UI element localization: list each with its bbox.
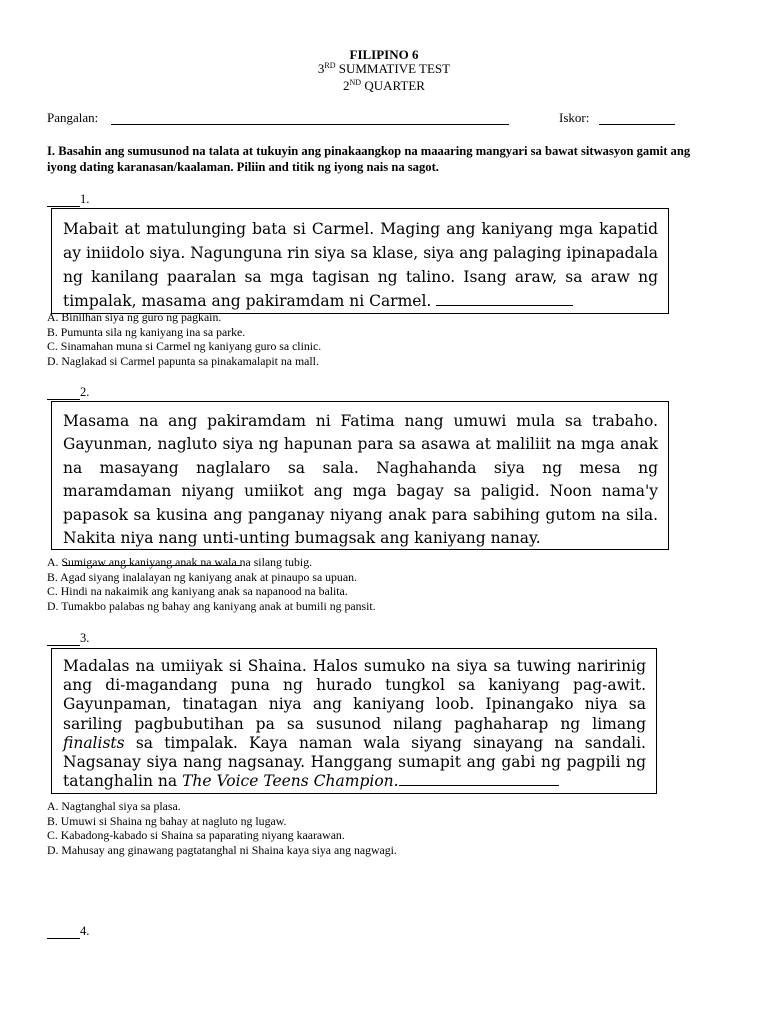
question-number-3 <box>47 631 89 646</box>
answer-blank-1[interactable] <box>47 194 80 207</box>
answer-blank-2[interactable] <box>47 387 80 400</box>
passage-box-2 <box>51 401 669 550</box>
score-label: Iskor: <box>559 110 590 125</box>
passage-box-1 <box>51 208 669 314</box>
passage-text-3b: sa timpalak. Kaya naman wala siyang sinayang na sandali. Nagsanay siya nang nagsanay. Hanggang sumapit ang gabi ng pagpili ng tatanghalin na <box>63 733 646 791</box>
question-number-label: 2. <box>80 385 90 399</box>
score-field[interactable] <box>599 124 675 125</box>
answer-blank-3[interactable] <box>47 633 80 646</box>
choice-c: C. Kabadong-kabado si Shaina sa paparating niyang kaarawan. <box>47 828 345 842</box>
question-number-label: 1. <box>80 192 90 206</box>
choice-c: C. Hindi na nakaimik ang kaniyang anak sa napanood na balita. <box>47 584 348 598</box>
passage-blank-3 <box>399 772 559 786</box>
passage-show-title: The Voice Teens Champion. <box>182 772 399 791</box>
choice-d: D. Tumakbo palabas ng bahay ang kaniyang anak at bumili ng pansit. <box>47 598 376 613</box>
question-number-1 <box>47 192 89 207</box>
passage-text-1: Mabait at matulunging bata si Carmel. Maging ang kaniyang mga kapatid ay iniidolo siya. Nagunguna rin siya sa klase, siya ang palaging ipinapadala ng kanilang paaralan sa mga tagisan ng talino. Isang araw, sa araw ng timpalak, masama ang pakiramdam ni Carmel. <box>63 220 658 310</box>
question-number-4 <box>47 924 89 939</box>
quarter-text: QUARTER <box>364 78 425 93</box>
name-label: Pangalan: <box>47 110 99 125</box>
choices-3 <box>47 799 397 857</box>
choice-b: B. Pumunta sila ng kaniyang ina sa parke. <box>47 324 246 339</box>
quarter-title <box>0 78 768 93</box>
subject-title: FILIPINO 6 <box>349 47 419 62</box>
test-ordinal: RD <box>324 61 336 70</box>
choices-2 <box>47 555 376 613</box>
instructions: I. Basahin ang sumusunod na talata at tukuyin ang pinakaangkop na maaaring mangyari sa bawat sitwasyon gamit ang iyong dating karanasan/kaalaman. Piliin and titik ng iyong nais na sagot. <box>47 144 691 174</box>
choice-a: A. Binilhan siya ng guro ng pagkain. <box>47 310 222 324</box>
question-number-2 <box>47 385 89 400</box>
choice-a: A. Nagtanghal siya sa plasa. <box>47 799 181 813</box>
choice-d: D. Naglakad si Carmel papunta sa pinakamalapit na mall. <box>47 353 319 368</box>
choice-a: A. Sumigaw ang kaniyang anak na wala na silang tubig. <box>47 555 313 569</box>
choice-b: B. Umuwi si Shaina ng bahay at nagluto ng lugaw. <box>47 813 287 828</box>
choices-1 <box>47 310 321 368</box>
name-score-row <box>47 110 675 128</box>
test-text: SUMMATIVE TEST <box>338 61 451 76</box>
choice-b: B. Agad siyang inalalayan ng kaniyang anak at pinaupo sa upuan. <box>47 569 357 584</box>
passage-text-3: Madalas na umiiyak si Shaina. Halos sumuko na siya sa tuwing naririnig ang di-magandang puna ng hurado tungkol sa kaniyang pag-awit. Gayunpaman, tinatagan niya ang kaniyang loob. Ipinangako niya sa sariling pagbubutihan pa sa susunod nilang paghaharap ng limang <box>63 657 646 733</box>
quarter-ordinal: ND <box>349 78 362 87</box>
passage-italic-term: finalists <box>63 733 125 752</box>
question-number-label: 4. <box>80 924 90 938</box>
answer-blank-4[interactable] <box>47 926 80 939</box>
choice-c: C. Sinamahan muna si Carmel ng kaniyang guro sa clinic. <box>47 339 322 353</box>
quarter-number: 2 <box>343 78 350 93</box>
choice-d: D. Mahusay ang ginawang pagtatanghal ni Shaina kaya siya ang nagwagi. <box>47 842 397 857</box>
test-number: 3 <box>317 61 325 76</box>
passage-box-3 <box>51 648 657 794</box>
passage-text-2: Masama na ang pakiramdam ni Fatima nang umuwi mula sa trabaho. Gayunman, nagluto siya ng hapunan para sa asawa at maliliit na mga anak na masayang naglalaro sa sala. Naghahanda siya ng mesa ng maramdaman niyang umiikot ang mga bagay sa paligid. Noon nama'y papasok sa kusina ang panganay niyang anak para sabihing gutom na sila. Nakita niya nang unti-unting bumagsak ang kaniyang nanay. <box>63 412 658 548</box>
passage-blank-1 <box>436 292 573 306</box>
test-title <box>0 61 768 76</box>
name-field[interactable] <box>111 124 509 125</box>
question-number-label: 3. <box>80 631 90 645</box>
